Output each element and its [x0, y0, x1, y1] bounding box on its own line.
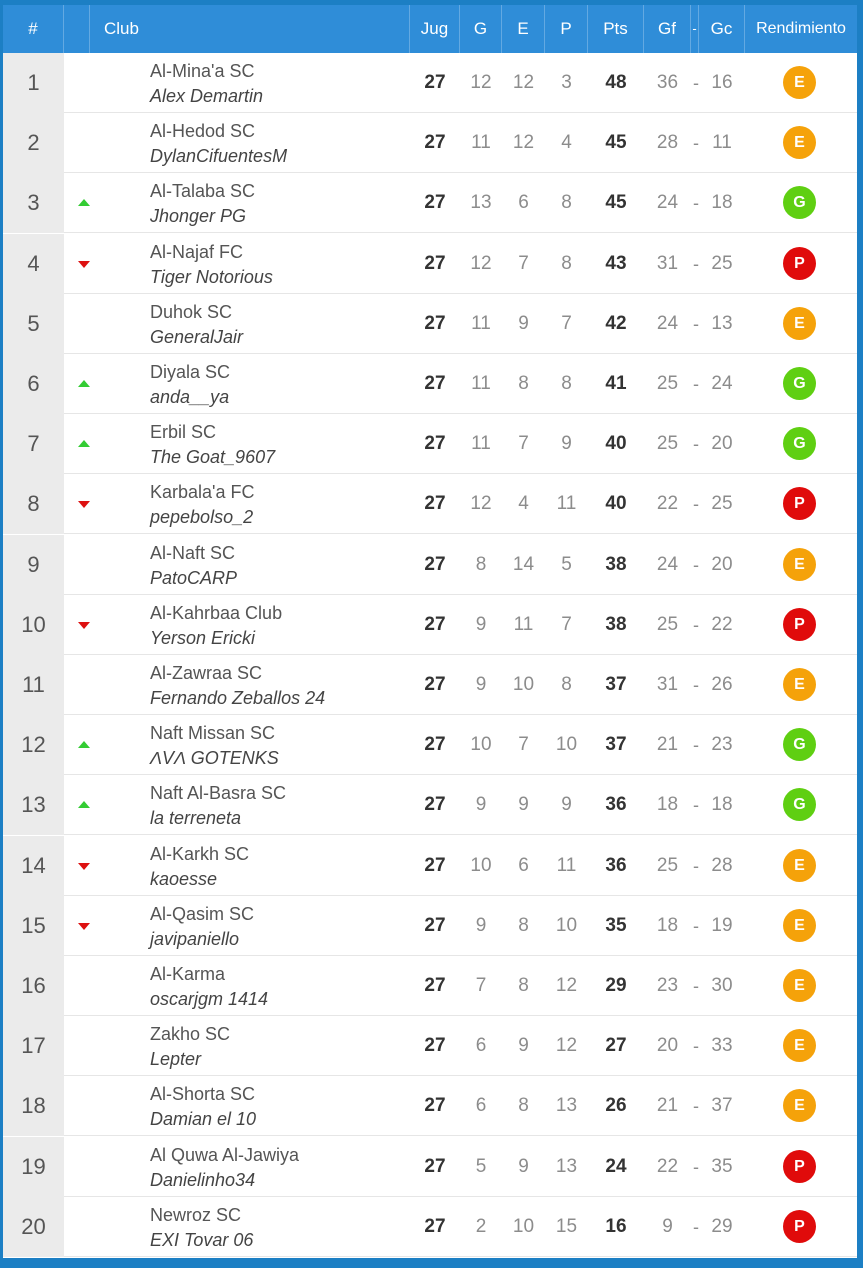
- goal-separator: -: [693, 73, 699, 93]
- row-position: 6: [3, 354, 64, 414]
- cell-gf: 23: [656, 975, 679, 996]
- row-position: 18: [3, 1076, 64, 1136]
- manager-name[interactable]: Danielinho34: [150, 1169, 256, 1190]
- trend-down-icon: [78, 501, 90, 508]
- club-name[interactable]: Al-Naft SC: [150, 542, 236, 563]
- header-trend: [64, 5, 90, 53]
- club-name[interactable]: Diyala SC: [150, 362, 231, 382]
- cell-e: 9: [518, 794, 529, 816]
- cell-p: 8: [561, 192, 572, 214]
- cell-g: 11: [471, 312, 491, 334]
- cell-gc: 20: [711, 553, 733, 575]
- goal-separator: -: [693, 253, 699, 274]
- table-row[interactable]: [3, 1197, 857, 1257]
- manager-name[interactable]: Alex Demartin: [150, 86, 264, 106]
- cell-gc: 18: [711, 192, 733, 214]
- cell-gc: 29: [711, 1215, 733, 1237]
- table-row[interactable]: [3, 1016, 857, 1076]
- cell-p: 11: [556, 493, 577, 515]
- manager-name[interactable]: Yerson Ericki: [150, 627, 256, 648]
- row-position: 13: [3, 775, 64, 835]
- manager-name[interactable]: oscarjgm 1414: [150, 989, 269, 1009]
- cell-pts: 42: [605, 312, 627, 334]
- rendimiento-badge: E: [783, 1029, 816, 1062]
- cell-gc: 35: [711, 1155, 733, 1177]
- goal-separator: -: [693, 855, 699, 876]
- club-name[interactable]: Al-Zawraa SC: [150, 663, 263, 683]
- rendimiento-badge: E: [783, 668, 816, 701]
- cell-jug: 27: [424, 613, 446, 635]
- goal-separator: -: [693, 614, 699, 635]
- manager-name[interactable]: Tiger Notorious: [150, 266, 273, 287]
- rendimiento-badge: E: [783, 307, 816, 340]
- cell-e: 6: [518, 854, 529, 876]
- cell-gf: 31: [656, 674, 679, 695]
- table-row[interactable]: [3, 53, 857, 113]
- cell-pts: 37: [605, 734, 627, 756]
- rendimiento-badge: P: [783, 1210, 816, 1243]
- club-name[interactable]: Al-Shorta SC: [150, 1084, 256, 1105]
- goal-separator: -: [693, 1096, 699, 1117]
- manager-name[interactable]: PatoCARP: [150, 567, 238, 588]
- cell-g: 9: [475, 613, 487, 635]
- cell-gc: 13: [711, 312, 733, 334]
- goal-separator: -: [693, 976, 699, 996]
- rendimiento-badge: G: [783, 788, 816, 821]
- cell-p: 9: [561, 433, 572, 455]
- cell-e: 7: [518, 734, 529, 756]
- table-row[interactable]: [3, 294, 857, 354]
- cell-g: 9: [475, 794, 487, 816]
- row-position: 20: [3, 1197, 64, 1257]
- table-row[interactable]: [3, 715, 857, 775]
- cell-p: 8: [561, 674, 572, 695]
- cell-g: 13: [470, 192, 492, 214]
- cell-gc: 37: [711, 1095, 733, 1117]
- club-name[interactable]: Erbil SC: [150, 422, 217, 443]
- row-position: 1: [3, 53, 64, 113]
- cell-jug: 27: [424, 433, 446, 455]
- rendimiento-badge: G: [783, 186, 816, 219]
- cell-p: 5: [561, 553, 572, 575]
- cell-jug: 27: [424, 1155, 446, 1177]
- manager-name[interactable]: anda__ya: [150, 387, 230, 407]
- header-pos[interactable]: #: [3, 5, 64, 53]
- manager-name[interactable]: GeneralJair: [150, 326, 244, 347]
- cell-g: 6: [475, 1095, 487, 1117]
- goal-separator: -: [693, 795, 699, 816]
- cell-g: 2: [475, 1215, 487, 1237]
- trend-down-icon: [78, 261, 90, 268]
- cell-gc: 19: [711, 914, 733, 936]
- rendimiento-badge: E: [783, 548, 816, 581]
- cell-pts: 36: [605, 854, 627, 876]
- cell-p: 10: [555, 914, 578, 936]
- rendimiento-badge: P: [783, 247, 816, 280]
- cell-jug: 27: [424, 1035, 446, 1057]
- club-name[interactable]: Al-Karkh SC: [150, 843, 250, 864]
- club-name[interactable]: Karbala'a FC: [150, 482, 255, 503]
- rendimiento-badge: E: [783, 969, 816, 1002]
- cell-jug: 27: [424, 854, 446, 876]
- row-position: 2: [3, 113, 64, 173]
- table-row[interactable]: [3, 655, 857, 715]
- cell-gf: 24: [656, 192, 679, 214]
- cell-gf: 9: [662, 1215, 673, 1237]
- manager-name[interactable]: kaoesse: [150, 868, 218, 889]
- manager-name[interactable]: Jhonger PG: [150, 206, 247, 227]
- club-name[interactable]: Al-Karma: [150, 964, 226, 984]
- table-row[interactable]: [3, 775, 857, 835]
- cell-gf: 20: [656, 1035, 679, 1057]
- cell-jug: 27: [424, 373, 446, 394]
- table-row[interactable]: [3, 414, 857, 474]
- table-header: [3, 5, 857, 53]
- cell-gf: 28: [656, 132, 679, 154]
- cell-e: 8: [518, 1095, 529, 1117]
- rendimiento-badge: G: [783, 728, 816, 761]
- goal-separator: -: [693, 374, 699, 394]
- table-row[interactable]: [3, 474, 857, 534]
- club-name[interactable]: Newroz SC: [150, 1204, 242, 1225]
- cell-jug: 27: [424, 674, 446, 695]
- cell-gf: 36: [656, 72, 679, 93]
- club-name[interactable]: Al-Hedod SC: [150, 121, 256, 142]
- cell-pts: 38: [605, 553, 627, 575]
- trend-down-icon: [78, 622, 90, 629]
- cell-p: 13: [555, 1095, 578, 1117]
- cell-gc: 23: [711, 734, 733, 756]
- cell-pts: 35: [605, 914, 627, 936]
- cell-g: 10: [470, 734, 492, 756]
- manager-name[interactable]: Lepter: [150, 1049, 202, 1070]
- cell-e: 7: [518, 252, 529, 274]
- cell-g: 12: [470, 252, 492, 274]
- cell-pts: 40: [605, 493, 627, 515]
- goal-separator: -: [693, 915, 699, 936]
- cell-gc: 33: [711, 1035, 733, 1057]
- cell-e: 6: [518, 192, 529, 214]
- header-pts[interactable]: Pts: [588, 5, 644, 53]
- header-p[interactable]: P: [545, 5, 588, 53]
- cell-gf: 22: [656, 493, 679, 515]
- cell-jug: 27: [424, 252, 446, 274]
- manager-name[interactable]: EXI Tovar 06: [150, 1229, 254, 1250]
- cell-p: 8: [561, 252, 572, 274]
- cell-gf: 24: [656, 312, 679, 334]
- cell-pts: 29: [605, 975, 627, 996]
- manager-name[interactable]: pepebolso_2: [150, 507, 254, 528]
- cell-e: 8: [518, 914, 529, 936]
- club-name[interactable]: Al Quwa Al-Jawiya: [150, 1144, 300, 1165]
- cell-jug: 27: [424, 192, 446, 214]
- cell-gc: 18: [711, 794, 733, 816]
- cell-e: 8: [518, 975, 529, 996]
- manager-name[interactable]: javipaniello: [150, 928, 240, 949]
- row-position: 7: [3, 414, 64, 474]
- cell-gc: 16: [711, 72, 733, 93]
- row-position: 15: [3, 896, 64, 956]
- cell-e: 10: [512, 1215, 535, 1237]
- row-position: 19: [3, 1137, 64, 1197]
- club-name[interactable]: Al-Talaba SC: [150, 181, 256, 202]
- club-name[interactable]: Al-Kahrbaa Club: [150, 602, 283, 623]
- trend-down-icon: [78, 923, 90, 930]
- cell-pts: 26: [605, 1095, 627, 1117]
- cell-pts: 45: [605, 192, 627, 214]
- club-name[interactable]: Al-Najaf FC: [150, 241, 244, 262]
- cell-g: 12: [470, 72, 492, 93]
- row-position: 14: [3, 836, 64, 896]
- cell-jug: 27: [424, 1215, 446, 1237]
- club-name[interactable]: Naft Al-Basra SC: [150, 783, 287, 804]
- cell-jug: 27: [424, 1095, 446, 1117]
- club-name[interactable]: Naft Missan SC: [150, 723, 276, 744]
- rendimiento-badge: E: [783, 909, 816, 942]
- cell-g: 10: [470, 854, 492, 876]
- standings-table: [3, 5, 857, 1258]
- table-row[interactable]: [3, 896, 857, 956]
- header-rendimiento[interactable]: Rendimiento: [756, 20, 846, 37]
- cell-gf: 18: [656, 794, 679, 816]
- goal-separator: -: [693, 554, 699, 575]
- table-row[interactable]: [3, 956, 857, 1016]
- cell-g: 9: [475, 914, 487, 936]
- row-position: 9: [3, 535, 64, 595]
- table-row[interactable]: [3, 595, 857, 655]
- cell-gf: 25: [656, 373, 679, 394]
- cell-pts: 24: [605, 1155, 627, 1177]
- cell-p: 15: [555, 1215, 578, 1237]
- cell-gf: 18: [656, 914, 679, 936]
- cell-p: 12: [555, 1035, 578, 1057]
- rendimiento-badge: G: [783, 427, 816, 460]
- cell-pts: 43: [605, 252, 627, 274]
- cell-pts: 45: [605, 132, 627, 154]
- cell-g: 12: [470, 493, 492, 515]
- header-gf[interactable]: Gf: [644, 5, 691, 53]
- cell-e: 10: [512, 674, 535, 695]
- cell-gc: 25: [711, 252, 733, 274]
- table-row[interactable]: [3, 1137, 857, 1197]
- rendimiento-badge: P: [783, 1150, 816, 1183]
- cell-e: 7: [518, 433, 529, 455]
- cell-gc: 20: [711, 433, 733, 455]
- trend-down-icon: [78, 863, 90, 870]
- rendimiento-badge: E: [783, 1089, 816, 1122]
- cell-g: 11: [471, 433, 491, 455]
- cell-gc: 28: [711, 854, 733, 876]
- cell-gf: 21: [656, 734, 679, 756]
- trend-up-icon: [78, 380, 90, 387]
- header-club[interactable]: Club: [90, 5, 410, 53]
- table-row[interactable]: [3, 173, 857, 233]
- goal-separator: -: [693, 313, 699, 334]
- trend-up-icon: [78, 440, 90, 447]
- cell-g: 11: [471, 373, 491, 394]
- table-row[interactable]: [3, 354, 857, 414]
- cell-p: 12: [555, 975, 578, 996]
- row-position: 11: [3, 655, 64, 715]
- cell-gf: 24: [656, 553, 679, 575]
- cell-pts: 16: [605, 1215, 627, 1237]
- club-name[interactable]: Duhok SC: [150, 301, 233, 322]
- header-g[interactable]: G: [460, 5, 502, 53]
- cell-gf: 22: [656, 1155, 679, 1177]
- goal-separator: -: [693, 133, 699, 154]
- cell-p: 8: [561, 373, 572, 394]
- cell-gf: 25: [656, 433, 679, 455]
- rendimiento-badge: E: [783, 66, 816, 99]
- cell-g: 5: [475, 1155, 487, 1177]
- rendimiento-badge: E: [783, 126, 816, 159]
- rendimiento-badge: E: [783, 849, 816, 882]
- cell-gf: 31: [656, 252, 679, 274]
- cell-p: 4: [561, 132, 572, 154]
- goal-separator: -: [693, 193, 699, 214]
- cell-e: 9: [518, 1155, 529, 1177]
- cell-pts: 41: [605, 373, 627, 394]
- cell-e: 12: [512, 132, 535, 154]
- cell-e: 11: [513, 613, 534, 635]
- table-row[interactable]: [3, 113, 857, 173]
- cell-jug: 27: [424, 734, 446, 756]
- manager-name[interactable]: Fernando Zeballos 24: [150, 688, 326, 708]
- row-position: 8: [3, 474, 64, 534]
- rendimiento-badge: P: [783, 487, 816, 520]
- cell-jug: 27: [424, 794, 446, 816]
- cell-jug: 27: [424, 914, 446, 936]
- goal-separator: -: [693, 675, 699, 695]
- row-position: 4: [3, 234, 64, 294]
- cell-gf: 25: [656, 854, 679, 876]
- goal-separator: -: [693, 494, 699, 515]
- manager-name[interactable]: DylanCifuentesM: [150, 146, 288, 167]
- cell-gc: 25: [711, 493, 733, 515]
- goal-separator: -: [693, 434, 699, 455]
- cell-gf: 25: [656, 613, 679, 635]
- row-position: 5: [3, 294, 64, 354]
- trend-up-icon: [78, 801, 90, 808]
- header-gc[interactable]: Gc: [699, 5, 745, 53]
- cell-p: 10: [555, 734, 578, 756]
- trend-up-icon: [78, 199, 90, 206]
- cell-e: 14: [512, 553, 535, 575]
- table-row[interactable]: [3, 1076, 857, 1136]
- row-position: 16: [3, 956, 64, 1016]
- cell-g: 8: [475, 553, 487, 575]
- cell-g: 6: [475, 1035, 487, 1057]
- cell-g: 7: [475, 975, 487, 996]
- cell-e: 4: [518, 493, 529, 515]
- cell-p: 7: [561, 613, 572, 635]
- table-row[interactable]: [3, 836, 857, 896]
- goal-separator: -: [693, 1036, 699, 1057]
- cell-jug: 27: [424, 132, 446, 154]
- manager-name[interactable]: The Goat_9607: [150, 447, 276, 468]
- cell-pts: 40: [605, 433, 627, 455]
- row-position: 10: [3, 595, 64, 655]
- cell-p: 11: [556, 854, 577, 876]
- goal-separator: -: [693, 1216, 699, 1237]
- manager-name[interactable]: Damian el 10: [150, 1109, 257, 1130]
- cell-gc: 26: [711, 674, 733, 695]
- cell-pts: 37: [605, 674, 627, 695]
- cell-p: 9: [561, 794, 572, 816]
- cell-pts: 38: [605, 613, 627, 635]
- manager-name[interactable]: la terreneta: [150, 808, 242, 829]
- goal-separator: -: [693, 1156, 699, 1177]
- row-position: 17: [3, 1016, 64, 1076]
- cell-gc: 30: [711, 975, 733, 996]
- cell-pts: 27: [605, 1035, 627, 1057]
- cell-jug: 27: [424, 975, 446, 996]
- goal-separator: -: [693, 735, 699, 756]
- manager-name[interactable]: ΛVΛ GOTENKS: [150, 748, 279, 769]
- cell-jug: 27: [424, 553, 446, 575]
- cell-jug: 27: [424, 312, 446, 334]
- cell-pts: 48: [605, 72, 627, 93]
- club-name[interactable]: Al-Qasim SC: [150, 903, 255, 924]
- rendimiento-badge: G: [783, 367, 816, 400]
- row-position: 3: [3, 173, 64, 233]
- header-jug[interactable]: Jug: [410, 5, 460, 53]
- rendimiento-badge: P: [783, 608, 816, 641]
- row-position: 12: [3, 715, 64, 775]
- cell-jug: 27: [424, 493, 446, 515]
- cell-pts: 36: [605, 794, 627, 816]
- header-separator: -: [691, 5, 699, 53]
- table-row[interactable]: [3, 535, 857, 595]
- cell-p: 3: [561, 72, 572, 93]
- trend-up-icon: [78, 741, 90, 748]
- table-row[interactable]: [3, 234, 857, 294]
- cell-e: 9: [518, 312, 529, 334]
- cell-p: 13: [555, 1155, 578, 1177]
- cell-e: 12: [512, 72, 535, 93]
- cell-gc: 22: [711, 613, 733, 635]
- cell-e: 9: [518, 1035, 529, 1057]
- cell-gf: 21: [656, 1095, 679, 1117]
- cell-p: 7: [561, 312, 572, 334]
- cell-gc: 11: [712, 132, 732, 154]
- cell-e: 8: [518, 373, 529, 394]
- cell-gc: 24: [711, 373, 733, 394]
- header-e[interactable]: E: [502, 5, 545, 53]
- club-name[interactable]: Al-Mina'a SC: [150, 61, 255, 81]
- club-name[interactable]: Zakho SC: [150, 1024, 231, 1045]
- cell-jug: 27: [424, 72, 446, 93]
- cell-g: 11: [471, 132, 491, 154]
- cell-g: 9: [475, 674, 487, 695]
